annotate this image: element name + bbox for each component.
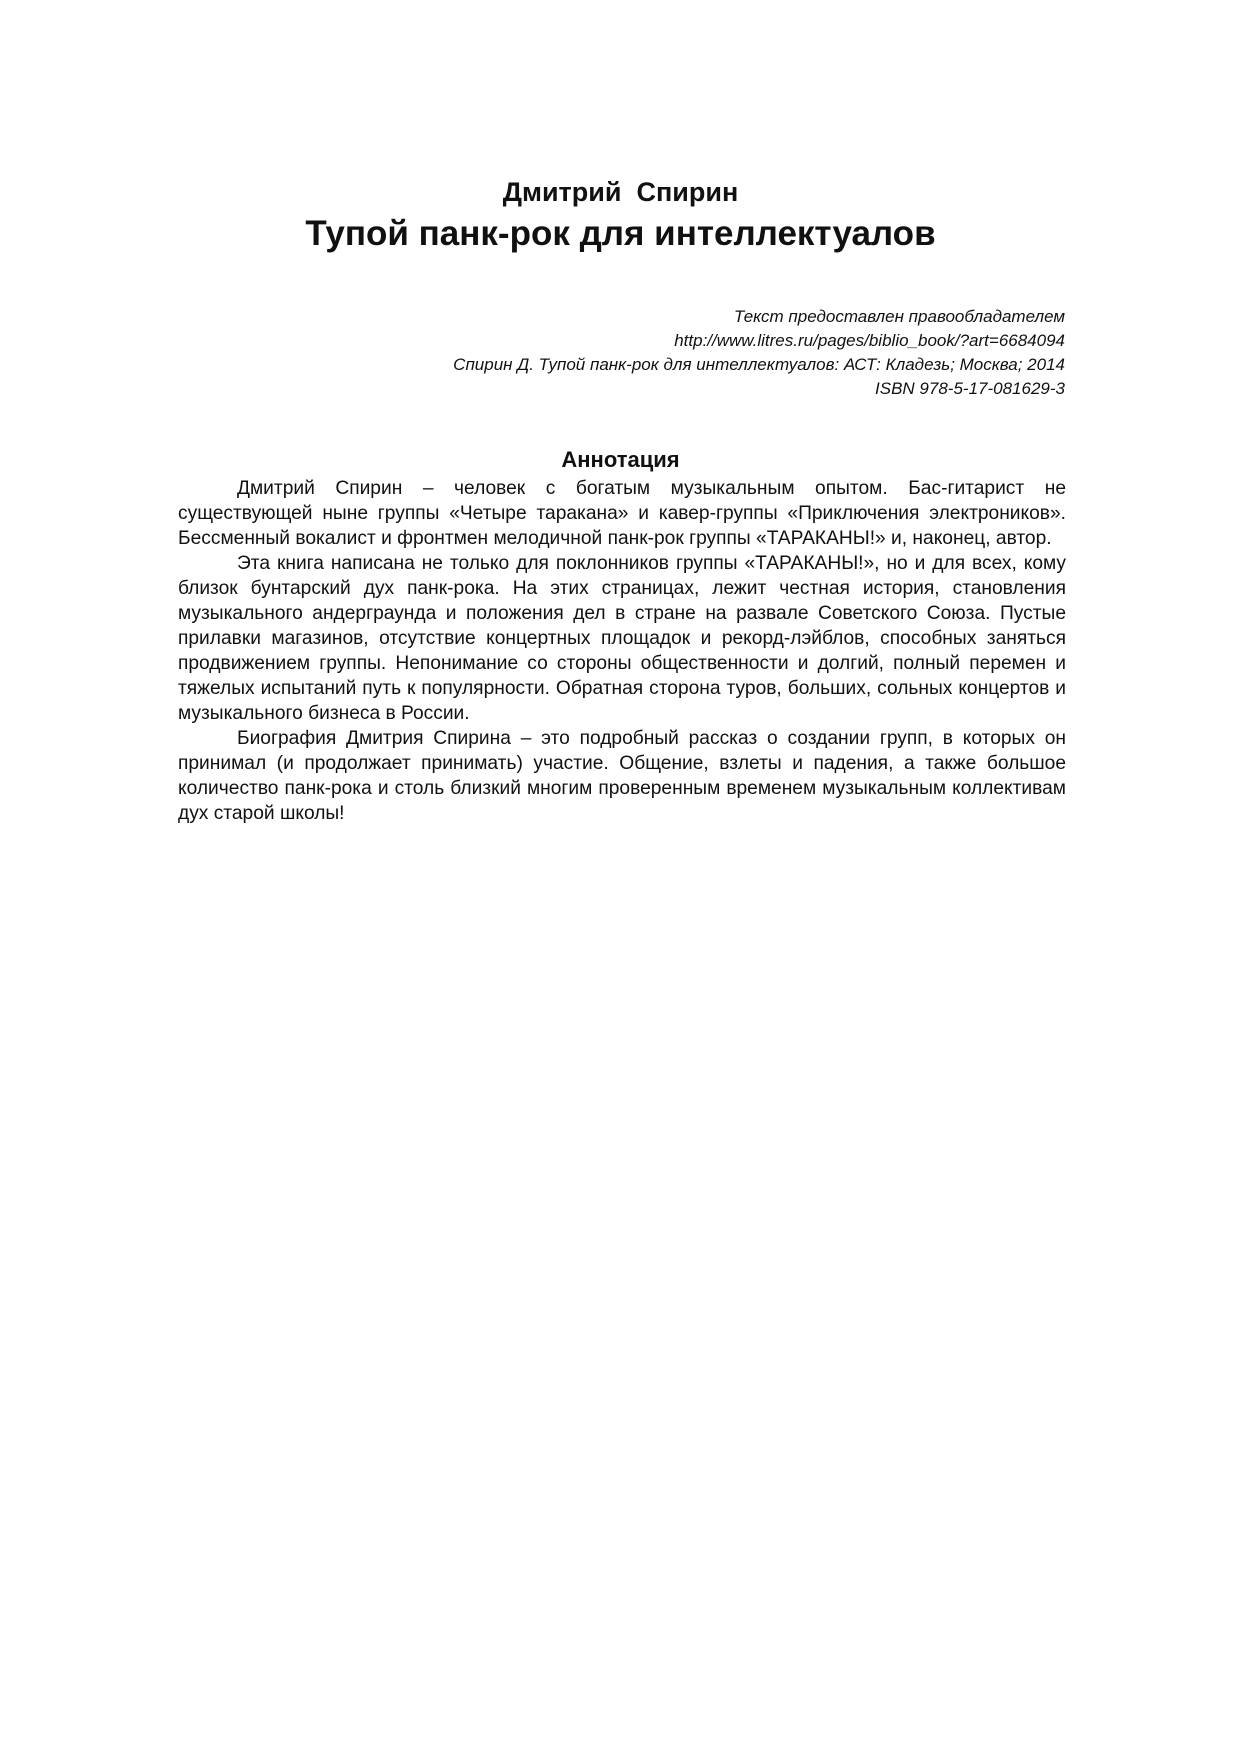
bibliographic-reference: Спирин Д. Тупой панк-рок для интеллектуалов: АСТ: Кладезь; Москва; 2014 bbox=[453, 355, 1065, 374]
isbn: ISBN 978-5-17-081629-3 bbox=[875, 379, 1065, 398]
annotation-paragraph: Биография Дмитрия Спирина – это подробный рассказ о создании групп, в которых он принимал (и продолжает принимать) участие. Общение, взлеты и падения, а также большое количество панк-рока и столь близкий многим проверенным временем музыкальным коллективам дух старой школы! bbox=[178, 728, 1066, 824]
annotation-body bbox=[178, 476, 1066, 826]
publication-info bbox=[453, 305, 1065, 401]
book-title: Тупой панк-рок для интеллектуалов bbox=[305, 214, 936, 253]
annotation-paragraph: Дмитрий Спирин – человек с богатым музыкальным опытом. Бас-гитарист не существующей ныне группы «Четыре таракана» и кавер-группы «Приключения электроников». Бессменный вокалист и фронтмен мелодичной панк-рок группы «ТАРАКАНЫ!» и, наконец, автор. bbox=[178, 478, 1066, 549]
author-name: Дмитрий Спирин bbox=[502, 177, 739, 207]
source-url: http://www.litres.ru/pages/biblio_book/?art=6684094 bbox=[674, 331, 1065, 350]
annotation-heading: Аннотация bbox=[561, 447, 680, 472]
annotation-paragraph: Эта книга написана не только для поклонников группы «ТАРАКАНЫ!», но и для всех, кому близок бунтарский дух панк-рока. На этих страницах, лежит честная история, становления музыкального андерграунда и положения дел в стране на развале Советского Союза. Пустые прилавки магазинов, отсутствие концертных площадок и рекорд-лэйблов, способных заняться продвижением группы. Непонимание со стороны общественности и долгий, полный перемен и тяжелых испытаний путь к популярности. Обратная сторона туров, больших, сольных концертов и музыкального бизнеса в России. bbox=[178, 553, 1066, 724]
rights-holder-note: Текст предоставлен правообладателем bbox=[733, 307, 1065, 326]
